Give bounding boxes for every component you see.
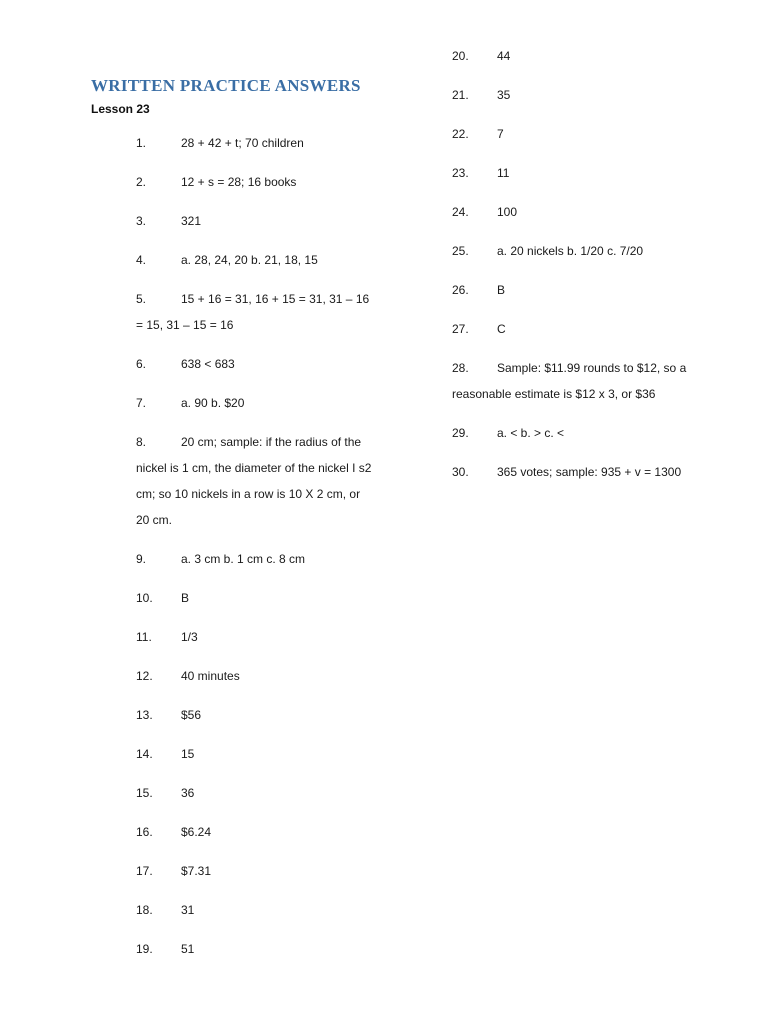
answer-number: 27.	[452, 322, 469, 336]
answer-item-4	[136, 247, 376, 273]
answer-text: a. 28, 24, 20 b. 21, 18, 15	[181, 253, 318, 267]
answer-number: 28.	[452, 361, 469, 375]
answer-number: 25.	[452, 244, 469, 258]
answer-text: Sample: $11.99 rounds to $12, so a reasonable estimate is $12 x 3, or $36	[452, 361, 687, 401]
answer-item-10	[136, 585, 376, 611]
answer-item-23	[452, 160, 692, 186]
answer-number: 29.	[452, 426, 469, 440]
answer-text: 15	[181, 747, 195, 761]
answer-text: 365 votes; sample: 935 + v = 1300	[497, 465, 682, 479]
answer-item-21	[452, 82, 692, 108]
answer-text: 28 + 42 + t; 70 children	[181, 136, 304, 150]
answer-item-20	[452, 43, 692, 69]
lesson-label: Lesson 23	[91, 102, 150, 116]
answer-text: C	[497, 322, 506, 336]
answer-item-9	[136, 546, 376, 572]
answer-item-26	[452, 277, 692, 303]
answer-text: a. < b. > c. <	[497, 426, 565, 440]
answer-item-30	[452, 459, 692, 485]
answer-item-7	[136, 390, 376, 416]
answer-number: 23.	[452, 166, 469, 180]
answer-text: 51	[181, 942, 195, 956]
answer-number: 3.	[136, 214, 147, 228]
answer-item-25	[452, 238, 692, 264]
answer-text: $6.24	[181, 825, 212, 839]
answer-text: 1/3	[181, 630, 198, 644]
answer-number: 17.	[136, 864, 153, 878]
answer-number: 14.	[136, 747, 153, 761]
answer-text: 35	[497, 88, 511, 102]
answer-item-6	[136, 351, 376, 377]
answer-number: 8.	[136, 435, 147, 449]
answer-text: 11	[497, 166, 510, 180]
answer-number: 16.	[136, 825, 153, 839]
answer-item-18	[136, 897, 376, 923]
answer-number: 11.	[136, 630, 152, 644]
answer-text: $56	[181, 708, 202, 722]
answer-item-5	[136, 286, 376, 338]
answer-item-28	[452, 355, 692, 407]
answer-item-3	[136, 208, 376, 234]
answer-number: 5.	[136, 292, 147, 306]
answer-text: 44	[497, 49, 511, 63]
answer-number: 26.	[452, 283, 469, 297]
answer-text: 638 < 683	[181, 357, 235, 371]
answer-number: 10.	[136, 591, 153, 605]
answer-number: 9.	[136, 552, 147, 566]
answer-number: 20.	[452, 49, 469, 63]
answer-number: 30.	[452, 465, 469, 479]
answer-text: 12 + s = 28; 16 books	[181, 175, 297, 189]
answer-text: 15 + 16 = 31, 16 + 15 = 31, 31 – 16 = 15, 31 – 15 = 16	[136, 292, 370, 332]
answer-item-19	[136, 936, 376, 962]
answers-left-column	[136, 130, 376, 975]
answer-number: 4.	[136, 253, 147, 267]
answer-item-17	[136, 858, 376, 884]
answer-item-2	[136, 169, 376, 195]
answer-item-22	[452, 121, 692, 147]
answer-number: 21.	[452, 88, 469, 102]
answer-number: 1.	[136, 136, 147, 150]
answer-item-14	[136, 741, 376, 767]
answer-item-12	[136, 663, 376, 689]
answer-text: 100	[497, 205, 518, 219]
answer-text: a. 90 b. $20	[181, 396, 245, 410]
answer-text: 7	[497, 127, 504, 141]
answer-number: 18.	[136, 903, 153, 917]
answer-number: 12.	[136, 669, 153, 683]
answer-text: a. 20 nickels b. 1/20 c. 7/20	[497, 244, 644, 258]
answer-text: B	[497, 283, 506, 297]
answer-text: 40 minutes	[181, 669, 240, 683]
answer-text: 20 cm; sample: if the radius of the nickel is 1 cm, the diameter of the nickel I s2 cm; so 10 nickels in a row is 10 X 2 cm, or 20 cm.	[136, 435, 372, 527]
answer-number: 6.	[136, 357, 147, 371]
answer-number: 13.	[136, 708, 153, 722]
answer-number: 7.	[136, 396, 147, 410]
answer-number: 22.	[452, 127, 469, 141]
answer-item-16	[136, 819, 376, 845]
answer-text: 31	[181, 903, 195, 917]
answer-item-11	[136, 624, 376, 650]
answer-item-8	[136, 429, 376, 533]
answer-item-24	[452, 199, 692, 225]
answer-number: 15.	[136, 786, 153, 800]
answer-number: 2.	[136, 175, 147, 189]
answer-text: a. 3 cm b. 1 cm c. 8 cm	[181, 552, 306, 566]
answer-item-29	[452, 420, 692, 446]
answer-text: 36	[181, 786, 195, 800]
answers-right-column	[452, 43, 692, 498]
answer-item-1	[136, 130, 376, 156]
answer-text: B	[181, 591, 190, 605]
answer-text: 321	[181, 214, 202, 228]
answer-number: 24.	[452, 205, 469, 219]
answer-item-13	[136, 702, 376, 728]
answer-item-15	[136, 780, 376, 806]
answer-item-27	[452, 316, 692, 342]
answer-number: 19.	[136, 942, 153, 956]
page-title: WRITTEN PRACTICE ANSWERS	[91, 76, 361, 95]
answer-text: $7.31	[181, 864, 212, 878]
